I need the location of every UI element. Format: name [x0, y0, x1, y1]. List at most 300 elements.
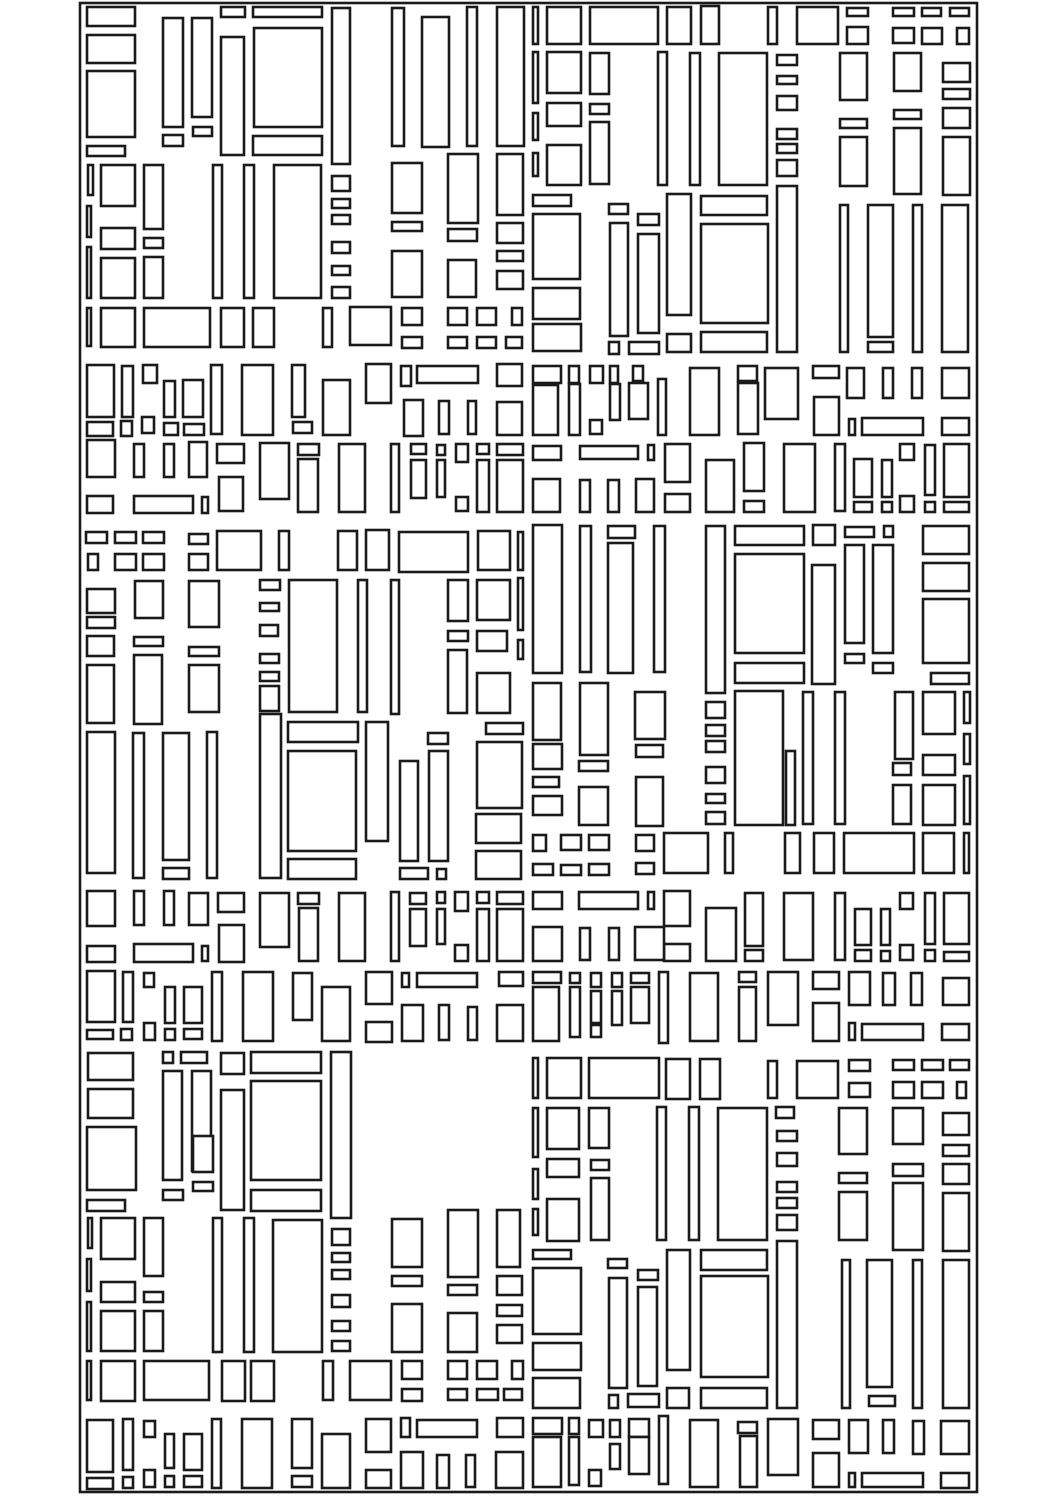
- rect-cutout: [797, 1061, 838, 1098]
- rect-cutout: [164, 381, 175, 417]
- rect-cutout: [590, 104, 609, 114]
- rect-cutout: [87, 496, 113, 513]
- rect-cutout: [115, 554, 136, 570]
- rect-cutout: [636, 745, 663, 757]
- rect-cutout: [533, 214, 580, 279]
- rect-cutout: [366, 1022, 392, 1042]
- rect-cutout: [776, 1107, 794, 1118]
- rect-cutout: [251, 1081, 321, 1180]
- rect-cutout: [931, 673, 969, 684]
- rect-cutout: [868, 205, 893, 337]
- rect-cutout: [87, 1478, 113, 1489]
- rect-cutout: [123, 1477, 133, 1488]
- rect-cutout: [506, 337, 522, 348]
- rect-cutout: [87, 1200, 125, 1211]
- rect-cutout: [533, 835, 546, 851]
- rect-cutout: [260, 580, 280, 590]
- rect-cutout: [134, 655, 162, 724]
- rect-cutout: [533, 1058, 538, 1098]
- rect-cutout: [448, 1210, 478, 1277]
- rect-cutout: [288, 751, 356, 851]
- rect-cutout: [629, 1437, 649, 1474]
- rect-cutout: [666, 1059, 690, 1099]
- rect-cutout: [448, 154, 478, 223]
- rect-cutout: [882, 460, 892, 497]
- rect-cutout: [222, 1361, 245, 1401]
- rect-cutout: [497, 444, 523, 455]
- rect-cutout: [923, 785, 955, 825]
- rect-cutout: [332, 242, 350, 253]
- rect-cutout: [184, 1029, 202, 1039]
- rect-cutout: [101, 1218, 135, 1259]
- rect-cutout: [402, 1005, 423, 1041]
- rect-cutout: [456, 444, 468, 462]
- rect-cutout: [87, 636, 114, 656]
- rect-cutout: [869, 1396, 895, 1406]
- rect-cutout: [533, 683, 561, 740]
- rect-cutout: [569, 1437, 579, 1485]
- rect-cutout: [499, 972, 523, 986]
- rect-cutout: [87, 732, 115, 873]
- rect-cutout: [221, 1090, 244, 1210]
- rect-cutout: [533, 796, 562, 815]
- rect-cutout: [242, 365, 273, 435]
- rect-cutout: [144, 238, 163, 248]
- rect-cutout: [745, 950, 763, 961]
- rect-cutout: [221, 37, 244, 155]
- rect-cutout: [561, 835, 581, 850]
- rect-cutout: [533, 1268, 581, 1334]
- rect-cutout: [667, 1250, 690, 1370]
- rect-cutout: [923, 833, 954, 873]
- rect-cutout: [847, 368, 864, 398]
- rect-cutout: [497, 251, 523, 261]
- rect-cutout: [193, 127, 212, 136]
- rect-cutout: [893, 1164, 923, 1176]
- rect-cutout: [121, 421, 132, 436]
- rect-cutout: [854, 502, 872, 512]
- rect-cutout: [777, 55, 797, 65]
- rect-cutout: [777, 1241, 797, 1408]
- rect-cutout: [893, 763, 911, 775]
- rect-cutout: [706, 794, 725, 803]
- rect-cutout: [943, 1164, 969, 1184]
- rect-cutout: [332, 1295, 350, 1307]
- rect-cutout: [402, 337, 422, 348]
- rect-cutout: [293, 973, 312, 1020]
- rect-cutout: [143, 554, 164, 570]
- rect-cutout: [845, 527, 874, 537]
- rect-cutout: [533, 744, 562, 769]
- rect-cutout: [893, 1060, 914, 1070]
- rect-cutout: [207, 732, 217, 878]
- rect-cutout: [165, 987, 175, 1023]
- rect-cutout: [950, 1060, 969, 1070]
- rect-cutout: [942, 368, 969, 398]
- rect-cutout: [580, 480, 590, 512]
- rect-cutout: [292, 1419, 312, 1468]
- rect-cutout: [777, 96, 797, 110]
- rect-cutout: [289, 580, 337, 712]
- rect-cutout: [339, 893, 365, 961]
- rect-cutout: [893, 28, 914, 43]
- rect-cutout: [814, 833, 834, 873]
- rect-cutout: [322, 1434, 350, 1488]
- rect-cutout: [332, 1253, 350, 1262]
- rect-cutout: [497, 1210, 520, 1267]
- rect-cutout: [87, 1127, 136, 1190]
- rect-cutout: [184, 1434, 202, 1470]
- rect-cutout: [659, 1416, 668, 1484]
- rect-cutout: [894, 53, 921, 91]
- rect-cutout: [862, 1473, 923, 1487]
- rect-cutout: [849, 419, 855, 435]
- rect-cutout: [638, 214, 659, 225]
- rect-cutout: [88, 554, 98, 570]
- rect-cutout: [392, 222, 422, 231]
- rect-cutout: [667, 1388, 689, 1408]
- rect-cutout: [609, 1278, 627, 1388]
- rect-cutout: [477, 909, 489, 961]
- rect-cutout: [590, 53, 609, 94]
- rect-cutout: [579, 761, 608, 771]
- rect-cutout: [391, 444, 399, 512]
- rect-cutout: [895, 692, 913, 759]
- rect-cutout: [202, 946, 208, 961]
- rect-cutout: [86, 532, 107, 543]
- rect-cutout: [629, 1419, 649, 1437]
- rect-cutout: [533, 479, 560, 512]
- rect-cutout: [638, 1287, 657, 1386]
- rect-cutout: [218, 893, 244, 912]
- rect-cutout: [165, 1476, 174, 1487]
- rect-cutout: [366, 1470, 391, 1488]
- rect-cutout: [900, 945, 913, 960]
- rect-cutout: [496, 1452, 523, 1488]
- rect-cutout: [944, 952, 969, 961]
- rect-cutout: [777, 1131, 797, 1141]
- rect-cutout: [636, 479, 654, 512]
- rect-cutout: [867, 1260, 892, 1387]
- rect-cutout: [184, 987, 202, 1023]
- rect-cutout: [298, 893, 319, 904]
- rect-cutout: [849, 1023, 855, 1040]
- rect-cutout: [706, 767, 725, 783]
- rect-cutout: [701, 224, 768, 323]
- rect-cutout: [533, 1437, 561, 1487]
- rect-cutout: [202, 497, 208, 513]
- rect-cutout: [468, 1007, 477, 1040]
- rect-cutout: [943, 137, 970, 195]
- rect-cutout: [143, 532, 164, 543]
- rect-cutout: [893, 1082, 914, 1098]
- rect-cutout: [893, 8, 914, 16]
- rect-cutout: [134, 891, 144, 925]
- rect-cutout: [189, 534, 208, 544]
- rect-cutout: [701, 1250, 767, 1270]
- rect-cutout: [211, 365, 222, 434]
- rect-cutout: [547, 1058, 581, 1098]
- rect-cutout: [633, 366, 643, 381]
- rect-cutout: [900, 893, 913, 909]
- rect-cutout: [784, 444, 815, 512]
- rect-cutout: [135, 581, 163, 618]
- rect-cutout: [448, 1285, 477, 1295]
- rect-cutout: [417, 1420, 477, 1437]
- rect-cutout: [777, 186, 797, 352]
- rect-cutout: [87, 71, 135, 137]
- rect-cutout: [332, 176, 350, 191]
- rect-cutout: [547, 1108, 579, 1149]
- rect-cutout: [101, 228, 135, 249]
- rect-cutout: [497, 1305, 522, 1316]
- rect-cutout: [497, 154, 523, 215]
- rect-cutout: [638, 1270, 658, 1280]
- rect-cutout: [366, 722, 388, 841]
- rect-cutout: [332, 287, 350, 298]
- rect-cutout: [922, 1060, 943, 1070]
- rect-cutout: [115, 532, 136, 543]
- rect-cutout: [925, 893, 935, 944]
- rect-cutout: [591, 1178, 609, 1240]
- rect-cutout: [768, 7, 777, 44]
- rect-cutout: [219, 477, 243, 511]
- rect-cutout: [591, 973, 601, 987]
- rect-cutout: [189, 647, 219, 656]
- rect-cutout: [144, 1470, 155, 1487]
- rect-cutout: [631, 987, 649, 1023]
- rect-cutout: [497, 223, 523, 243]
- rect-cutout: [134, 944, 193, 962]
- rect-cutout: [221, 7, 245, 17]
- rect-cutout: [900, 444, 914, 460]
- rect-cutout: [873, 545, 893, 653]
- rect-cutout: [332, 1321, 350, 1331]
- rect-cutout: [87, 589, 115, 613]
- rect-cutout: [292, 365, 305, 417]
- rect-cutout: [391, 892, 399, 961]
- rect-cutout: [610, 384, 620, 420]
- rect-cutout: [883, 368, 893, 398]
- rect-cutout: [455, 945, 468, 961]
- rect-cutout: [402, 1389, 422, 1401]
- rect-cutout: [87, 7, 135, 26]
- rect-cutout: [777, 1182, 797, 1192]
- rect-cutout: [855, 950, 871, 961]
- rect-cutout: [533, 864, 553, 875]
- rect-cutout: [260, 654, 279, 663]
- rect-cutout: [244, 1218, 254, 1352]
- rect-cutout: [658, 52, 667, 185]
- rect-cutout: [840, 119, 867, 128]
- rect-cutout: [923, 526, 969, 554]
- rect-cutout: [942, 205, 968, 352]
- rect-cutout: [87, 247, 91, 298]
- rect-cutout: [338, 531, 357, 570]
- rect-cutout: [533, 52, 538, 103]
- rect-cutout: [477, 892, 489, 903]
- rect-cutout: [221, 1053, 244, 1074]
- rect-cutout: [87, 891, 115, 926]
- rect-cutout: [609, 928, 619, 960]
- rect-cutout: [718, 1108, 767, 1240]
- rect-cutout: [610, 1420, 620, 1437]
- rect-cutout: [476, 814, 521, 843]
- rect-cutout: [923, 755, 955, 775]
- rect-cutout: [648, 445, 654, 460]
- rect-cutout: [883, 973, 895, 1005]
- rect-cutout: [144, 1292, 163, 1302]
- rect-cutout: [777, 160, 797, 176]
- rect-cutout: [88, 1089, 133, 1118]
- rect-cutout: [844, 833, 914, 873]
- rect-cutout: [87, 971, 115, 1022]
- rect-cutout: [777, 1153, 797, 1166]
- rect-cutout: [512, 1361, 523, 1379]
- rect-cutout: [292, 1476, 312, 1487]
- rect-cutout: [144, 1361, 209, 1400]
- rect-cutout: [332, 199, 350, 208]
- rect-cutout: [854, 459, 872, 497]
- rect-cutout: [366, 530, 389, 570]
- rect-cutout: [87, 365, 114, 417]
- rect-cutout: [193, 1182, 213, 1191]
- rect-cutout: [323, 308, 332, 347]
- rect-cutout: [339, 444, 365, 512]
- rect-cutout: [900, 496, 914, 512]
- rect-cutout: [813, 972, 839, 989]
- rect-cutout: [701, 1276, 768, 1377]
- rect-cutout: [608, 526, 635, 538]
- rect-cutout: [608, 543, 633, 673]
- rect-cutout: [547, 145, 581, 185]
- rect-cutout: [533, 113, 538, 140]
- rect-cutout: [144, 165, 163, 229]
- rect-cutout: [664, 891, 690, 926]
- rect-cutout: [667, 7, 691, 44]
- rect-cutout: [813, 1003, 839, 1041]
- rect-cutout: [840, 205, 848, 352]
- rect-cutout: [437, 460, 445, 497]
- rect-cutout: [745, 893, 763, 946]
- rect-cutout: [189, 665, 219, 712]
- rect-cutout: [87, 1030, 113, 1039]
- rect-cutout: [706, 460, 734, 512]
- rect-cutout: [590, 420, 602, 434]
- rect-cutout: [547, 1159, 579, 1177]
- rect-cutout: [477, 1361, 497, 1379]
- rect-cutout: [943, 1113, 969, 1135]
- rect-cutout: [629, 383, 648, 419]
- rect-cutout: [589, 1058, 659, 1098]
- rect-cutout: [608, 480, 619, 512]
- rect-cutout: [580, 683, 608, 755]
- rect-cutout: [163, 733, 189, 860]
- rect-cutout: [579, 787, 608, 825]
- rect-cutout: [547, 103, 581, 126]
- rect-cutout: [609, 1395, 618, 1408]
- rect-cutout: [134, 637, 163, 646]
- rect-cutout: [561, 865, 581, 875]
- rect-cutout: [518, 578, 523, 630]
- rect-cutout: [497, 1005, 523, 1041]
- rect-cutout: [813, 1420, 839, 1439]
- rect-cutout: [664, 833, 708, 873]
- rect-cutout: [87, 1361, 91, 1400]
- rect-cutout: [87, 146, 125, 156]
- rect-cutout: [189, 581, 219, 627]
- rect-cutout: [260, 714, 281, 878]
- rect-cutout: [392, 1219, 422, 1267]
- rect-cutout: [122, 366, 133, 417]
- rect-cutout: [719, 53, 767, 185]
- rect-cutout: [279, 531, 289, 570]
- rect-cutout: [455, 892, 468, 911]
- rect-cutout: [533, 366, 561, 383]
- rect-cutout: [134, 444, 144, 477]
- rect-cutout: [477, 631, 507, 651]
- rect-cutout: [437, 1455, 449, 1488]
- rect-cutout: [706, 702, 725, 718]
- rect-cutout: [591, 1160, 609, 1170]
- rect-cutout: [533, 1169, 538, 1199]
- rect-cutout: [893, 785, 911, 824]
- rect-cutout: [706, 812, 725, 824]
- rect-cutout: [944, 502, 969, 512]
- rect-cutout: [497, 364, 522, 386]
- rect-cutout: [569, 1418, 579, 1434]
- rect-cutout: [657, 1107, 666, 1240]
- rect-cutout: [701, 196, 767, 215]
- rect-cutout: [533, 987, 559, 1041]
- rect-cutout: [735, 526, 804, 545]
- rect-cutout: [706, 908, 736, 961]
- rect-cutout: [212, 972, 222, 1041]
- rect-cutout: [797, 7, 838, 44]
- rect-cutout: [784, 893, 813, 960]
- rect-cutout: [943, 978, 969, 1005]
- rect-cutout: [439, 401, 449, 434]
- rect-cutout: [533, 7, 538, 44]
- rect-cutout: [504, 1389, 522, 1400]
- rect-cutout: [143, 365, 157, 383]
- rect-cutout: [738, 366, 757, 381]
- rect-cutout: [468, 401, 476, 434]
- rect-cutout: [923, 563, 969, 591]
- rect-cutout: [448, 260, 476, 297]
- rect-cutout: [87, 440, 115, 477]
- rect-cutout: [881, 909, 890, 945]
- rect-cutout: [400, 761, 418, 861]
- rect-cutout: [392, 251, 422, 297]
- rect-cutout: [813, 366, 839, 378]
- rect-cutout: [243, 972, 273, 1041]
- rect-cutout: [448, 308, 467, 325]
- rect-cutout: [142, 417, 154, 433]
- rect-cutout: [943, 63, 970, 82]
- rect-cutout: [957, 1082, 966, 1098]
- rect-cutout: [88, 1218, 92, 1248]
- rect-cutout: [497, 1276, 522, 1295]
- rect-cutout: [768, 1419, 798, 1475]
- rect-cutout: [417, 366, 478, 383]
- rect-cutout: [735, 691, 783, 825]
- rect-cutout: [839, 1192, 867, 1240]
- rect-cutout: [569, 366, 579, 383]
- rect-cutout: [612, 973, 622, 987]
- rect-cutout: [922, 28, 942, 44]
- rect-cutout: [244, 165, 254, 298]
